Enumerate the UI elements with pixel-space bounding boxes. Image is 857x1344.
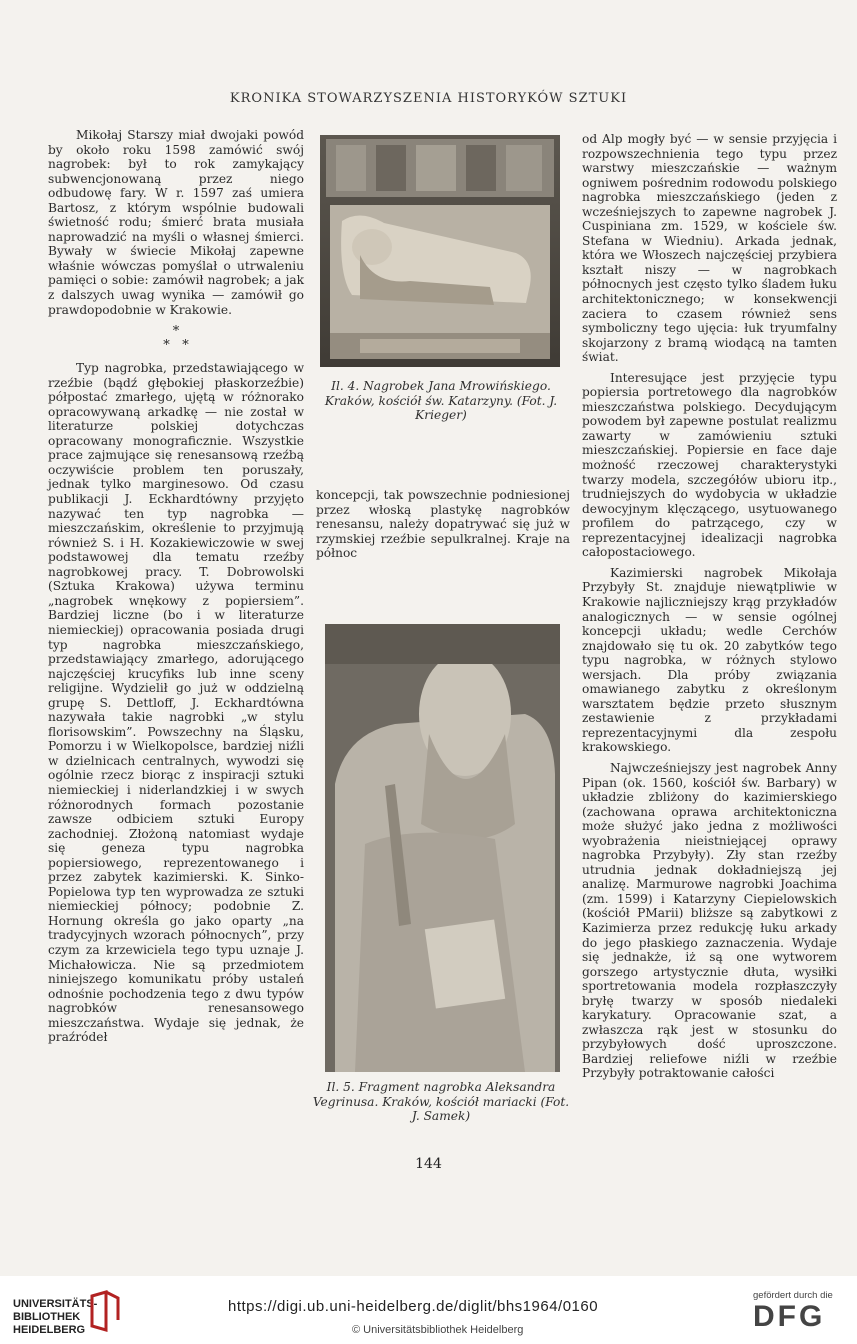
copyright-notice: © Universitätsbibliothek Heidelberg [352,1324,524,1336]
figure-4-caption: Il. 4. Nagrobek Jana Mrowińskiego. Kraków, kościół św. Katarzyny. (Fot. J. Krieger) [324,379,558,422]
paragraph: koncepcji, tak powszechnie podniesionej przez włoską plastykę nagrobków renesansu, należy dopatrywać się już w rzymskiej rzeźbie sepulkralnej. Kraje na północ [316,488,570,561]
logo-line: BIBLIOTHEK [13,1311,81,1323]
paragraph: Typ nagrobka, przedstawiającego w rzeźbie (bądź głębokiej płaskorzeźbie) półpostać zmarłego, ujętą w różnorako opracowywaną arkadkę — nie został w literaturze polskiej dotychczas opracowany monograficznie. Wszystkie prace zajmujące się renesansową rzeźbą oczywiście problem ten poruszały, jednak tylko marginesowo. Od czasu publikacji J. Eckhardtówny przyjęto nazywać ten typ nagrobka — mieszczańskim, określenie to przyjmują również S. i H. Kozakiewiczowie w swej podstawowej dla tematu rzeźby nagrobkowej pracy. T. Dobrowolski (Sztuka Krakowa) używa terminu „nagrobek wnękowy z popiersiem”. Bardziej liczne (bo i w literaturze niemieckiej) opracowania posiada drugi typ nagrobka mieszczańskiego, przedstawiający zmarłego, adorującego najczęściej krucyfiks lub inne sceny religijne. Wydzielił go już w oddzielną grupę S. Dettloff, J. Eckhardtówna nazywała takie nagrobki „w stylu florisowskim”. Powszechny na Śląsku, Pomorzu i w Wielkopolsce, bardziej niźli w dzielnicach centralnych, wywodzi się ogólnie rzecz biorąc z inspiracji sztuki niemieckiej i niderlandzkiej i w swych różnorodnych formach pozostanie zawsze odbiciem sztuki Europy zachodniej. Złożoną natomiast wydaje się geneza typu nagrobka popiersiowego, reprezentowanego i przez zabytek kazimierski. K. Sinko-Popielowa typ ten wyprowadza ze sztuki niemieckiej północy; podobnie Z. Hornung określa go jako oparty „na tradycyjnych wzorach północnych”, przy czym za krzewiciela tego typu uznaje J. Michałowicza. Nie są przedmiotem niniejszego komunikatu próby ustaleń odnośnie pochodzenia tego z dwu typów nagrobków renesansowego mieszczaństwa. Wydaje się jednak, że praźródeł [48,361,304,1045]
funding-note: gefördert durch die [753,1290,833,1301]
tomb-relief-image [320,135,560,367]
library-logo-text[interactable] [13,1298,97,1337]
footer-bar [0,1276,857,1344]
running-header: KRONIKA STOWARZYSZENIA HISTORYKÓW SZTUKI [229,91,628,106]
relief-fragment-image [325,624,560,1072]
figure-tomb-mrowinski [320,135,560,367]
paragraph: Mikołaj Starszy miał dwojaki powód by około roku 1598 zamówić swój nagrobek: był to rok zamykający subwencjonowaną przez niego odbudowę fary. W r. 1597 zaś umiera Bartosz, z którym wspólnie budowali świetność rodu; śmierć brata musiała naprowadzić na myśli o własnej śmierci. Bywały w świecie Mikołaj zapewne właśnie wówczas pomyślał o utrwaleniu pamięci o sobie: zamówił nagrobek; a jak z dalszych uwag wynika — zamówił go prawdopodobnie w Krakowie. [48,128,304,317]
logo-line: UNIVERSITÄTS- [13,1298,98,1310]
page-number: 144 [415,1156,442,1172]
dfg-wordmark: DFG [753,1300,826,1333]
dfg-logo[interactable] [753,1290,843,1333]
asterisk-bottom: * * [163,338,189,354]
asterisk-top: * [172,324,180,340]
column-middle [316,488,570,561]
library-logo-icon[interactable] [88,1290,122,1332]
section-separator [48,325,304,353]
column-left [48,128,304,1045]
column-right [582,132,837,1081]
figure-vegrinus-fragment [325,624,560,1072]
paragraph: Interesujące jest przyjęcie typu popiersia portretowego dla nagrobków mieszczaństwa polskiego. Decydującym powodem był zapewne postulat realizmu zawarty w zamówieniu sztuki mieszczańskiej. Popiersie en face daje możność rzeczowej charakterystyki twarzy modela, szczegółów ubioru itp., trudniejszych do wydobycia w układzie dewocyjnym klęczącego, usytuowanego profilem do patrzącego, czy w reprezentacyjnej idealizacji nagrobka całopostaciowego. [582,370,837,560]
figure-5-caption: Il. 5. Fragment nagrobka Aleksandra Vegrinusa. Kraków, kościół mariacki (Fot. J. Samek) [312,1080,570,1123]
paragraph: Najwcześniejszy jest nagrobek Anny Pipan (ok. 1560, kościół św. Barbary) w układzie zbliżony do kazimierskiego (zachowana oprawa architektoniczna może służyć jako jedna z możliwości wyobrażenia nieistniejącej oprawy nagrobka Przybyły). Zły stan rzeźby utrudnia jednak dokładniejszą jej analizę. Marmurowe nagrobki Joachima (zm. 1599) i Katarzyny Ciepielowskich (kościół PMarii) bliższe są zabytkowi z Kazimierza przez redukcję łuku arkady do jego płaskiego zaznaczenia. Wydaje się jednakże, iż są one wytworem gorszego artystycznie dłuta, wysiłki sportretowania modela rozpłaszczyły bryłę twarzy w sposób niedaleki karykatury. Opracowanie szat, a zwłaszcza rąk jest w stosunku do przybyłowych dość uproszczone. Bardziej reliefowe niźli w rzeźbie Przybyły potraktowanie całości [582,760,837,1081]
paragraph: Kazimierski nagrobek Mikołaja Przybyły St. znajduje niewątpliwie w Krakowie najliczniejszy krąg przykładów analogicznych — w sensie ogólnej koncepcji układu; wedle Cerchów znajdowało się tu ok. 20 zabytków tego typu nagrobka, w różnych stylowo wersjach. Dla próby związania omawianego zabytku z określonym warsztatem będzie przeto słusznym zestawienie z przykładami reprezentacyjnymi dla zespołu krakowskiego. [582,565,837,755]
paragraph: od Alp mogły być — w sensie przyjęcia i rozpowszechnienia tego typu przez warstwy mieszczańskie — ważnym ogniwem pośrednim rodowodu polskiego nagrobka mieszczańskiego (jeden z wcześniejszych to zapewne nagrobek J. Cuspiniana zm. 1529, w kościele św. Stefana w Wiedniu). Arkada jednak, która we Włoszech najczęściej przybiera kształt niszy — w nagrobkach północnych jest często tylko śladem łuku architektonicznego; w konsekwencji zaciera to czasem również sens symboliczny tego ujęcia: łuk tryumfalny skojarzony z bramą wiodącą na tamten świat. [582,132,837,365]
permalink-url[interactable]: https://digi.ub.uni-heidelberg.de/diglit/bhs1964/0160 [228,1298,599,1315]
logo-line: HEIDELBERG [13,1324,86,1336]
